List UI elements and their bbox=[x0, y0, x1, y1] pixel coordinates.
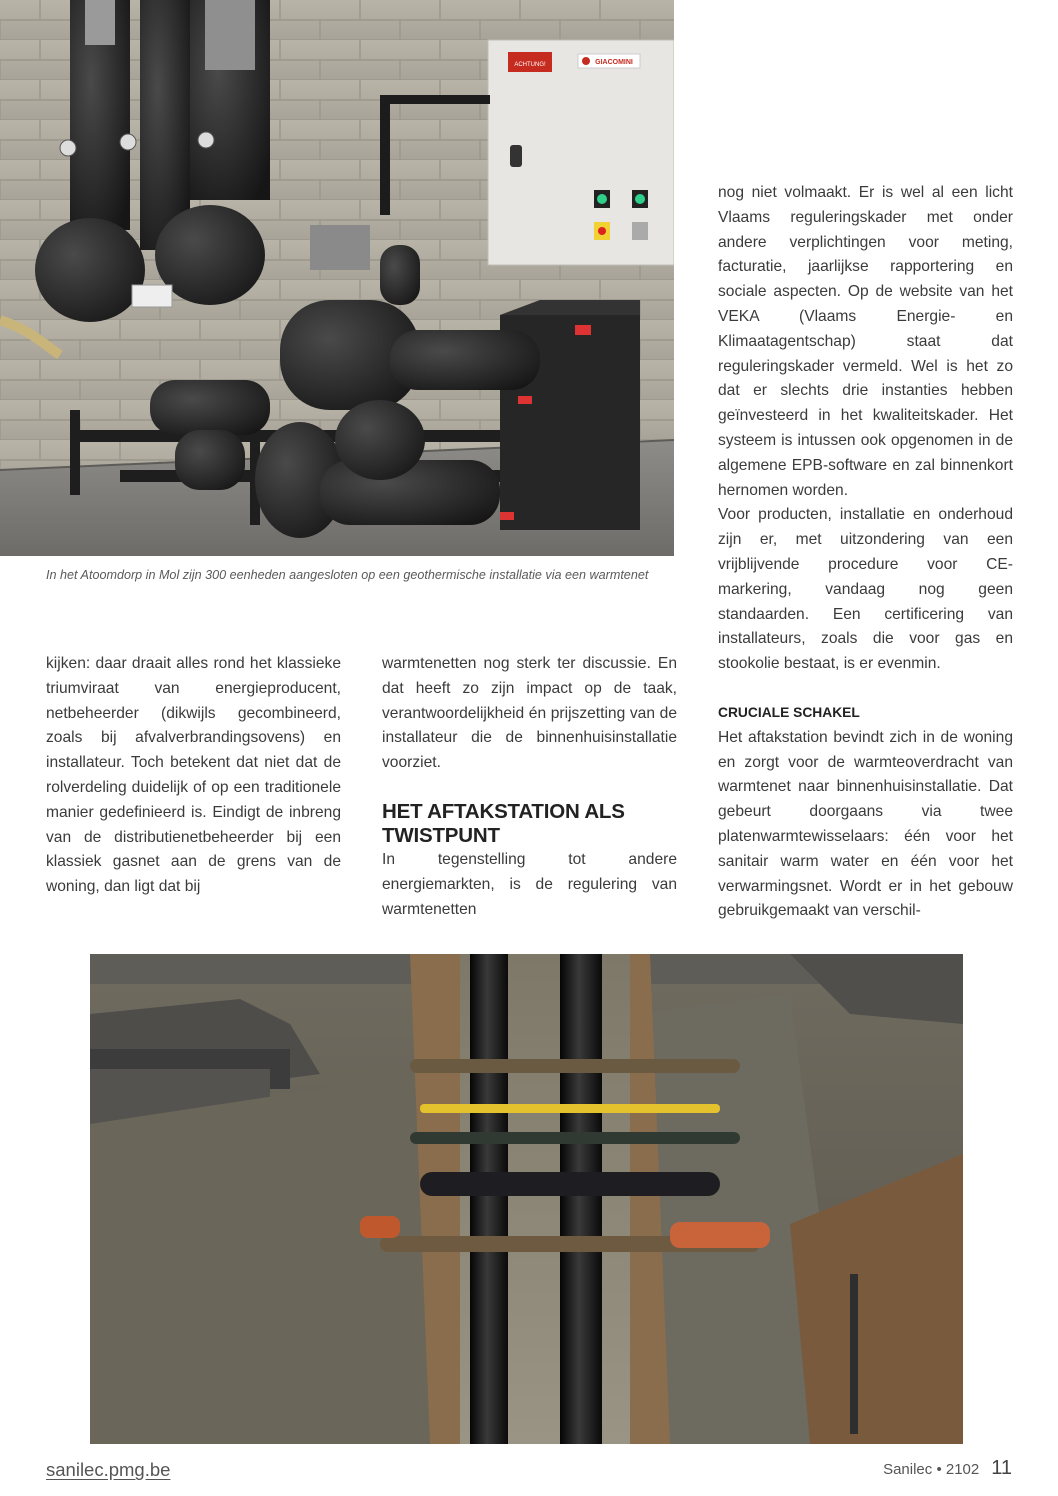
installation-photo bbox=[0, 0, 674, 556]
svg-text:GIACOMINI: GIACOMINI bbox=[595, 59, 633, 66]
photo-caption: In het Atoomdorp in Mol zijn 300 eenheden aangesloten op een geothermische installatie via een warmtenet bbox=[46, 568, 649, 582]
page-footer bbox=[883, 1457, 1012, 1480]
text-column-3 bbox=[718, 181, 1013, 924]
body-paragraph: warmtenetten nog sterk ter discussie. En dat heeft zo zijn impact op de taak, verantwoordelijkheid én prijszetting van de installateur die de binnenhuisinstallatie voorziet. bbox=[382, 655, 677, 772]
section-heading: HET AFTAKSTATION ALS TWISTPUNT bbox=[382, 799, 625, 847]
subheading: CRUCIALE SCHAKEL bbox=[718, 704, 860, 720]
body-paragraph: Het aftakstation bevindt zich in de woning en zorgt voor de warmteoverdracht van warmtenet naar binnenhuisinstallatie. Dat gebeurt doorgaans via twee platenwarmtewisselaars: één voor het sanitair warm water en één voor het verwarmingsnet. Wordt er in het gebouw gebruikgemaakt van verschil- bbox=[718, 728, 1013, 920]
body-paragraph: nog niet volmaakt. Er is wel al een licht Vlaams reguleringskader met onder andere verplichtingen voor meting, facturatie, jaarlijkse rapportering en sociale aspecten. Op de website van het VEKA (Vlaams Energie- en Klimaatagentschap) staat dat reguleringskader vermeld. Wel is het zo dat er slechts drie instanties hebben geïnvesteerd in het kwaliteitskader. Het systeem is intussen ook opgenomen in de algemene EPB-software en zal binnenkort hernomen worden. bbox=[718, 184, 1013, 499]
website-link[interactable]: sanilec.pmg.be bbox=[46, 1459, 171, 1480]
text-column-2 bbox=[382, 652, 677, 922]
trench-photo bbox=[90, 954, 963, 1444]
body-paragraph: Voor producten, installatie en onderhoud zijn er, met uitzondering van een vrijblijvende procedure voor CE-markering, vandaag nog geen standaarden. Een certificering van installateurs, zoals die voor gas en stookolie bestaat, is er evenmin. bbox=[718, 506, 1013, 673]
body-paragraph: kijken: daar draait alles rond het klassieke triumviraat van energieproducent, netbeheerder (dikwijls gecombineerd, zoals bij afvalverbrandingsovens) en installateur. Toch betekent dat niet dat de rolverdeling duidelijk of op een traditionele manier gedefinieerd is. Eindigt de inbreng van de distributienetbeheerder bij een klassiek gasnet aan de grens van de woning, dan ligt dat bij bbox=[46, 655, 341, 896]
svg-text:ACHTUNG!: ACHTUNG! bbox=[514, 62, 546, 68]
issue-label: Sanilec • 2102 bbox=[883, 1461, 980, 1478]
page-number: 11 bbox=[991, 1457, 1012, 1479]
text-column-1 bbox=[46, 652, 341, 900]
body-paragraph: In tegenstelling tot andere energiemarkten, is de regulering van warmtenetten bbox=[382, 850, 677, 918]
